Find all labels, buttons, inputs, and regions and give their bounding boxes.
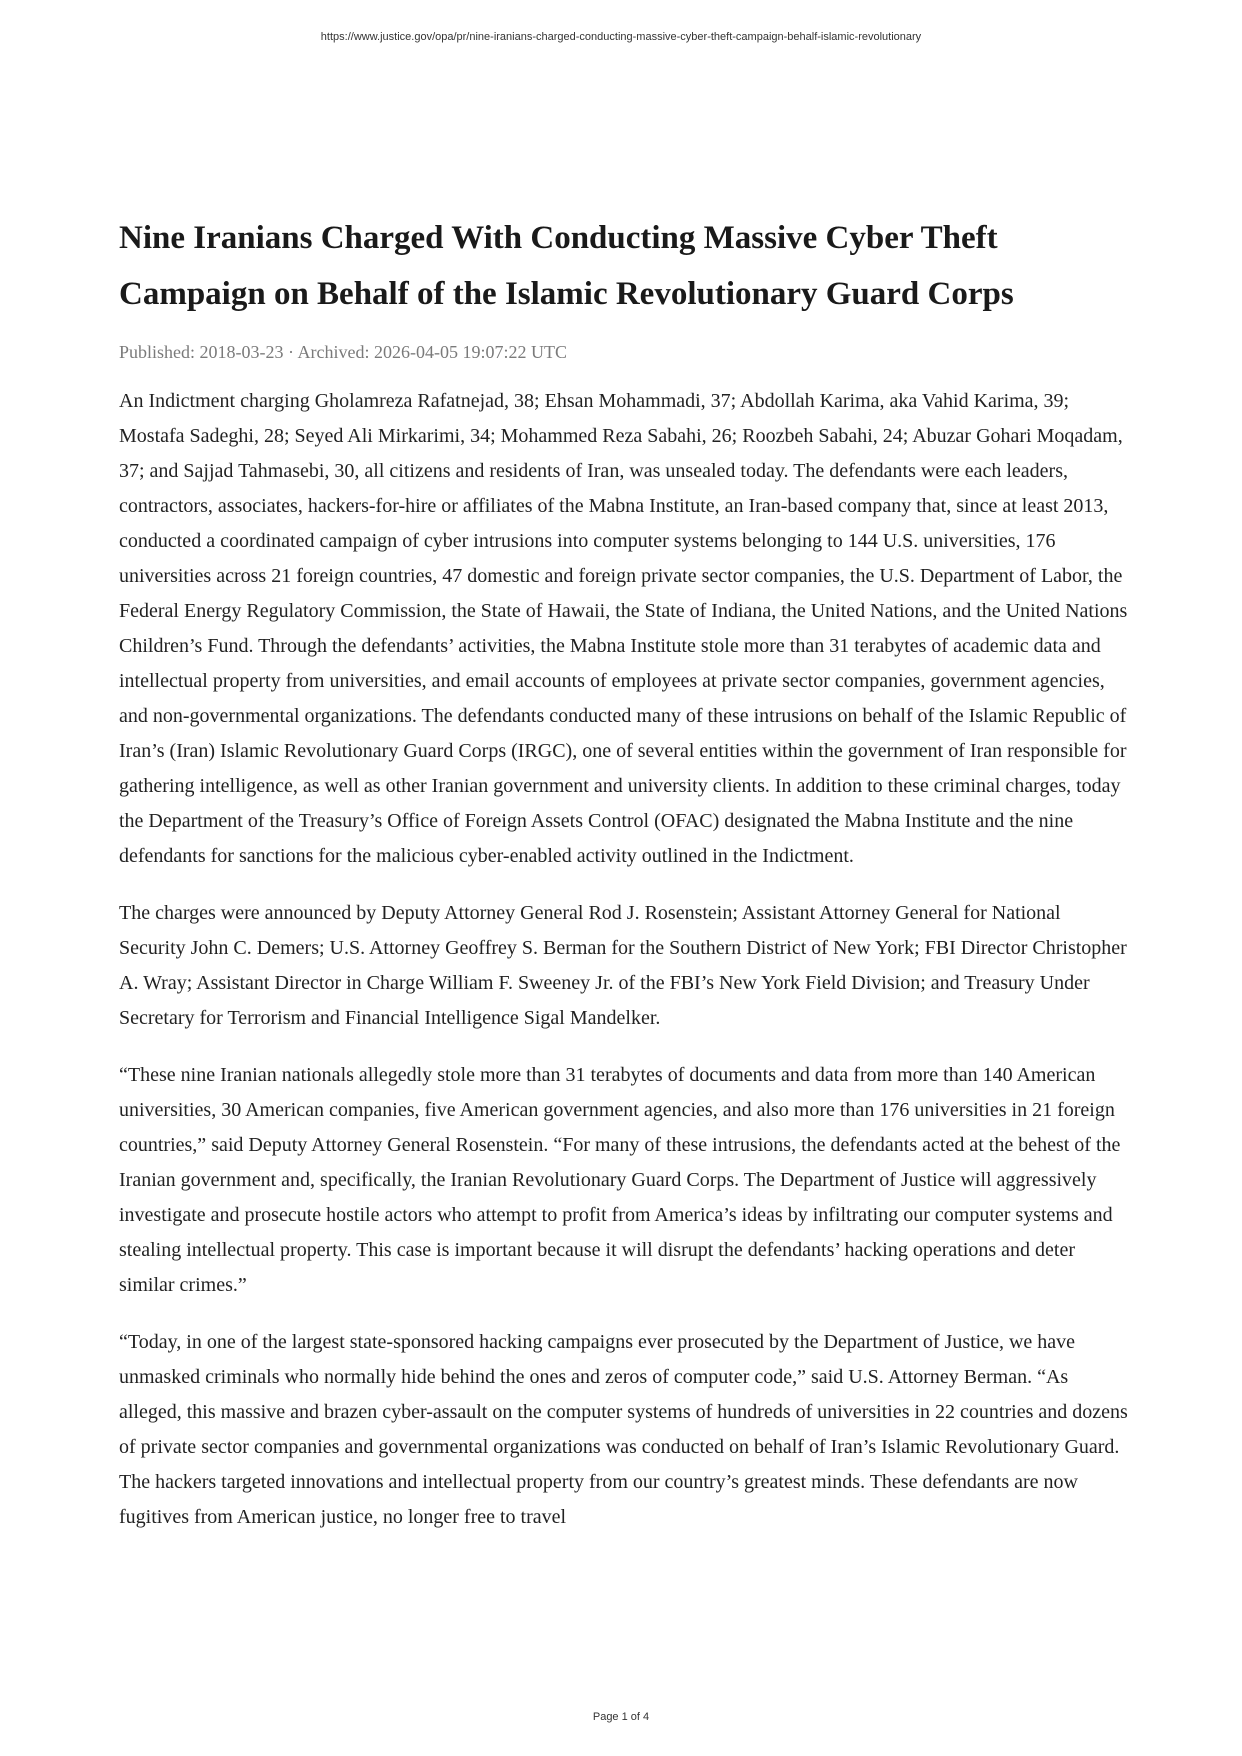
article-paragraph: An Indictment charging Gholamreza Rafatnejad, 38; Ehsan Mohammadi, 37; Abdollah Karima, aka Vahid Karima, 39; Mostafa Sadeghi, 28; Seyed Ali Mirkarimi, 34; Mohammed Reza Sabahi, 26; Roozbeh Sabahi, 24; Abuzar Gohari Moqadam, 37; and Sajjad Tahmasebi, 30, all citizens and residents of Iran, was unsealed today. The defendants were each leaders, contractors, associates, hackers-for-hire or affiliates of the Mabna Institute, an Iran-based company that, since at least 2013, conducted a coordinated campaign of cyber intrusions into computer systems belonging to 144 U.S. universities, 176 universities across 21 foreign countries, 47 domestic and foreign private sector companies, the U.S. Department of Labor, the Federal Energy Regulatory Commission, the State of Hawaii, the State of Indiana, the United Nations, and the United Nations Children’s Fund. Through the defendants’ activities, the Mabna Institute stole more than 31 terabytes of academic data and intellectual property from universities, and email accounts of employees at private sector companies, government agencies, and non-governmental organizations. The defendants conducted many of these intrusions on behalf of the Islamic Republic of Iran’s (Iran) Islamic Revolutionary Guard Corps (IRGC), one of several entities within the government of Iran responsible for gathering intelligence, as well as other Iranian government and university clients. In addition to these criminal charges, today the Department of the Treasury’s Office of Foreign Assets Control (OFAC) designated the Mabna Institute and the nine defendants for sanctions for the malicious cyber-enabled activity outlined in the Indictment.	[119, 390, 1128, 867]
article-paragraph: The charges were announced by Deputy Attorney General Rod J. Rosenstein; Assistant Attorney General for National Security John C. Demers; U.S. Attorney Geoffrey S. Berman for the Southern District of New York; FBI Director Christopher A. Wray; Assistant Director in Charge William F. Sweeney Jr. of the FBI’s New York Field Division; and Treasury Under Secretary for Terrorism and Financial Intelligence Sigal Mandelker.	[119, 902, 1127, 1029]
article-title: Nine Iranians Charged With Conducting Massive Cyber Theft Campaign on Behalf of the Islamic Revolutionary Guard Corps	[119, 220, 1014, 312]
page-number: Page 1 of 4	[592, 1711, 650, 1723]
article-meta: Published: 2018-03-23 · Archived: 2026-04-05 19:07:22 UTC	[119, 342, 567, 362]
article-body	[119, 384, 1129, 1535]
page-url-header: https://www.justice.gov/opa/pr/nine-iranians-charged-conducting-massive-cyber-theft-campaign-behalf-islamic-revolutionary	[320, 31, 922, 43]
article-paragraph: “These nine Iranian nationals allegedly stole more than 31 terabytes of documents and data from more than 140 American universities, 30 American companies, five American government agencies, and also more than 176 universities in 21 foreign countries,” said Deputy Attorney General Rosenstein. “For many of these intrusions, the defendants acted at the behest of the Iranian government and, specifically, the Iranian Revolutionary Guard Corps. The Department of Justice will aggressively investigate and prosecute hostile actors who attempt to profit from America’s ideas by infiltrating our computer systems and stealing intellectual property. This case is important because it will disrupt the defendants’ hacking operations and deter similar crimes.”	[119, 1064, 1121, 1296]
article-paragraph: “Today, in one of the largest state-sponsored hacking campaigns ever prosecuted by the Department of Justice, we have unmasked criminals who normally hide behind the ones and zeros of computer code,” said U.S. Attorney Berman. “As alleged, this massive and brazen cyber-assault on the computer systems of hundreds of universities in 22 countries and dozens of private sector companies and governmental organizations was conducted on behalf of Iran’s Islamic Revolutionary Guard. The hackers targeted innovations and intellectual property from our country’s greatest minds. These defendants are now fugitives from American justice, no longer free to travel	[119, 1331, 1128, 1528]
article	[119, 210, 1129, 1557]
